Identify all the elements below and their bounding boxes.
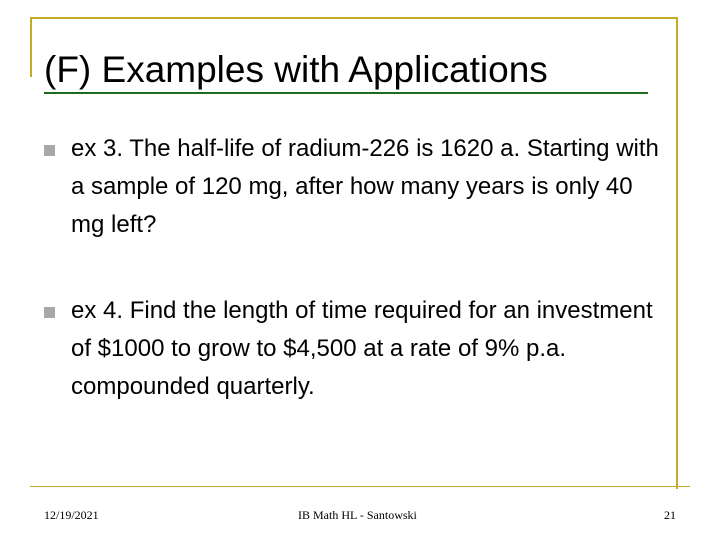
title-underline bbox=[44, 92, 648, 94]
right-border-line bbox=[676, 17, 678, 489]
left-border-line bbox=[30, 17, 32, 77]
slide-title: (F) Examples with Applications bbox=[44, 49, 548, 90]
top-border-line bbox=[30, 17, 678, 19]
footer-date: 12/19/2021 bbox=[44, 508, 99, 522]
footer-center-text: IB Math HL - Santowski bbox=[298, 508, 417, 522]
page-number: 21 bbox=[664, 508, 676, 522]
footer-border-line bbox=[30, 486, 690, 487]
bullet-item: ex 4. Find the length of time required for an investment of $1000 to grow to $4,500 at a rate of 9% p.a. compounded quarterly. bbox=[71, 297, 653, 400]
bullet-marker bbox=[44, 307, 55, 318]
bullet-marker bbox=[44, 145, 55, 156]
bullet-item: ex 3. The half-life of radium-226 is 1620 a. Starting with a sample of 120 mg, after how many years is only 40 mg left? bbox=[71, 135, 659, 238]
